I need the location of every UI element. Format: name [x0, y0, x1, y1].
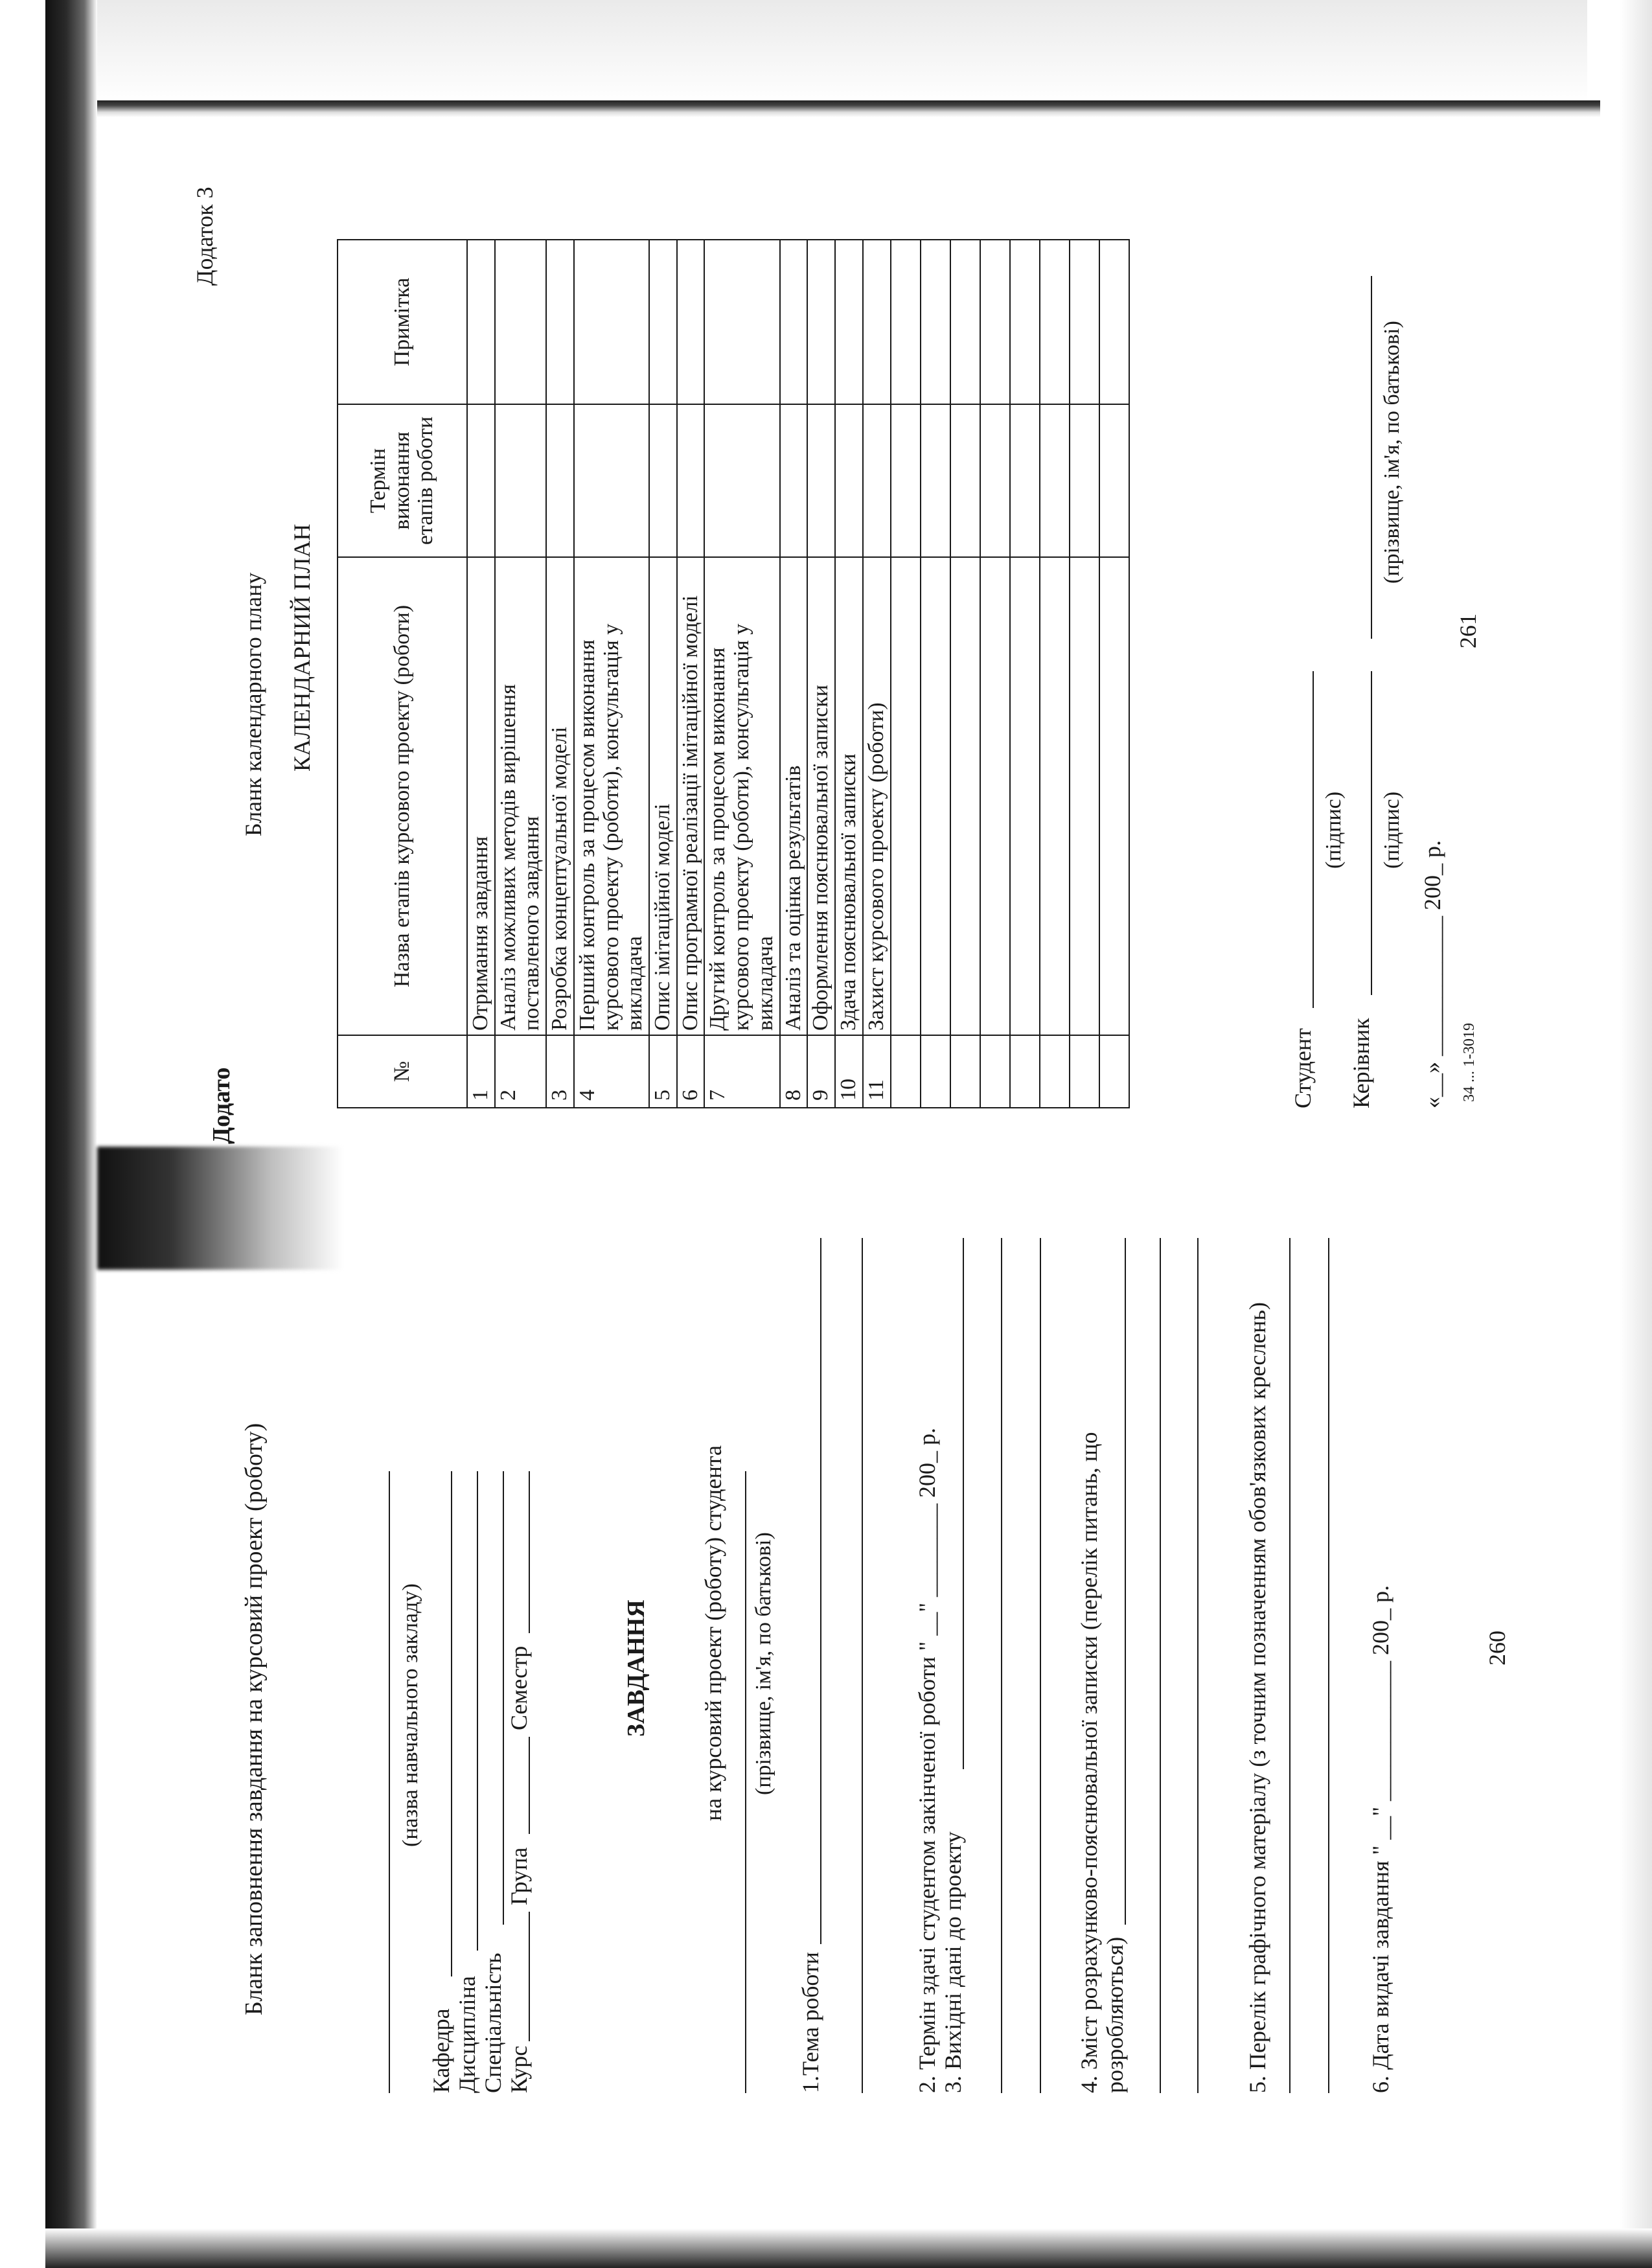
student-name-caption: (прізвище, ім'я, по батькові): [751, 1532, 775, 1795]
row-stage: Аналіз можливих методів вирішення поставленого завдання: [495, 557, 546, 1035]
item-topic: 1.Тема роботи: [797, 1952, 823, 2093]
table-row: [704, 240, 779, 1108]
row-term: [704, 404, 779, 557]
row-term: [677, 404, 705, 557]
department-line: [451, 1471, 452, 1976]
row-stage: Другий контроль за процесом виконання курсового проекту (роботи), консультація у викладача: [704, 557, 779, 1035]
task-heading: ЗАВДАННЯ: [623, 1599, 650, 1737]
calendar-plan-table: [337, 239, 1130, 1108]
item-contents-2: розробляються): [1102, 1936, 1128, 2093]
row-number: 5: [649, 1035, 677, 1108]
graphics-line-2: [1328, 1238, 1329, 2093]
row-stage: Опис програмної реалізації імітаційної моделі: [677, 557, 705, 1035]
table-row: [780, 240, 808, 1108]
table-row: [574, 240, 649, 1108]
department-label: Кафедра: [428, 2008, 454, 2093]
table-header-row: [338, 240, 467, 1108]
supervisor-label: Керівник: [1348, 1018, 1374, 1108]
row-term: [649, 404, 677, 557]
item-input-data: 3. Вихідні дані до проекту: [940, 1831, 966, 2093]
institution-line: [389, 1471, 390, 2093]
col-term-header: Термін виконання етапів роботи: [338, 404, 467, 557]
plan-form-title: Бланк календарного плану: [240, 572, 266, 836]
supervisor-signature-caption: (підпис): [1380, 791, 1404, 869]
row-stage: Здача пояснювальної записки: [835, 557, 863, 1035]
table-row-empty: [891, 240, 921, 1108]
marginal-appendix-fragment: Додато: [208, 1067, 235, 1144]
row-term: [780, 404, 808, 557]
table-row: [863, 240, 891, 1108]
sign-date: «__» ____________ 200_ р.: [1419, 840, 1445, 1108]
row-number: 6: [677, 1035, 705, 1108]
table-row: [495, 240, 546, 1108]
row-term: [807, 404, 835, 557]
row-note: [677, 240, 705, 404]
topic-line-1: [820, 1238, 821, 1944]
row-number: 1: [467, 1035, 495, 1108]
row-term: [495, 404, 546, 557]
institution-caption: (назва навчального закладу): [398, 1583, 422, 1847]
row-number: 8: [780, 1035, 808, 1108]
graphics-line-1: [1289, 1238, 1291, 2093]
row-note: [835, 240, 863, 404]
course-line: [529, 1912, 530, 2041]
semester-label: Семестр: [506, 1645, 532, 1730]
discipline-line: [477, 1471, 478, 1951]
item-deadline: 2. Термін здачі студентом закінченої роботи " __" ________ 200_ р.: [914, 1427, 940, 2093]
col-note-header: Примітка: [338, 240, 467, 404]
table-row: [835, 240, 863, 1108]
discipline-label: Дисципліна: [454, 1976, 480, 2093]
table-row-empty: [1010, 240, 1040, 1108]
table-row: [807, 240, 835, 1108]
row-note: [495, 240, 546, 404]
input-data-line-3: [1040, 1238, 1041, 2093]
item-graphics: 5. Перелік графічного матеріалу (з точним позначенням обов'язкових креслень): [1245, 1302, 1270, 2093]
row-note: [780, 240, 808, 404]
group-line: [529, 1737, 530, 1834]
col-stage-header: Назва етапів курсового проекту (роботи): [338, 557, 467, 1035]
input-data-line-2: [1001, 1238, 1002, 2093]
row-number: 3: [546, 1035, 574, 1108]
row-term: [863, 404, 891, 557]
topic-line-2: [862, 1238, 863, 2093]
row-stage: Опис імітаційної моделі: [649, 557, 677, 1035]
student-signature-caption: (підпис): [1322, 791, 1346, 869]
table-row: [649, 240, 677, 1108]
row-term: [835, 404, 863, 557]
student-signature-line: [1313, 671, 1314, 1008]
row-stage: Отримання завдання: [467, 557, 495, 1035]
page-number-260: 260: [1484, 1631, 1510, 1666]
row-number: 7: [704, 1035, 779, 1108]
row-note: [546, 240, 574, 404]
row-number: 11: [863, 1035, 891, 1108]
task-subheading: на курсовий проект (роботу) студента: [700, 1445, 726, 1821]
table-row-empty: [921, 240, 950, 1108]
row-note: [704, 240, 779, 404]
row-note: [863, 240, 891, 404]
row-stage: Захист курсового проекту (роботи): [863, 557, 891, 1035]
row-note: [467, 240, 495, 404]
row-number: 9: [807, 1035, 835, 1108]
table-row: [546, 240, 574, 1108]
table-row-empty: [1099, 240, 1129, 1108]
item-issue-date: 6. Дата видачі завдання " __" ____________ 200_ р.: [1368, 1585, 1394, 2093]
contents-line-1: [1125, 1238, 1126, 1925]
item-contents-1: 4. Зміст розрахунково-пояснювальної записки (перелік питань, що: [1076, 1432, 1102, 2093]
row-term: [574, 404, 649, 557]
supervisor-name-caption: (прізвище, ім'я, по батькові): [1380, 321, 1404, 584]
course-label: Курс: [506, 2045, 532, 2093]
col-number-header: №: [338, 1035, 467, 1108]
row-note: [807, 240, 835, 404]
page-number-261: 261: [1455, 613, 1481, 648]
row-note: [574, 240, 649, 404]
specialty-label: Спеціальність: [480, 1953, 506, 2093]
table-row-empty: [980, 240, 1010, 1108]
table-row-empty: [1070, 240, 1099, 1108]
row-term: [467, 404, 495, 557]
student-name-line: [745, 1471, 746, 2093]
supervisor-name-line: [1371, 276, 1372, 639]
row-number: 10: [835, 1035, 863, 1108]
table-row: [677, 240, 705, 1108]
row-number: 2: [495, 1035, 546, 1108]
group-label: Група: [506, 1847, 532, 1905]
contents-line-2: [1160, 1238, 1161, 2093]
page-261: [0, 1, 1652, 1128]
student-label: Студент: [1290, 1028, 1316, 1108]
row-stage: Перший контроль за процесом виконання курсового проекту (роботи), консультація у викладача: [574, 557, 649, 1035]
row-note: [649, 240, 677, 404]
appendix-label: Додаток 3: [192, 187, 218, 286]
row-stage: Розробка концептуальної моделі: [546, 557, 574, 1035]
scan-fold-shadow: [97, 1147, 343, 1270]
table-row: [467, 240, 495, 1108]
print-code: 34 ... 1-3019: [1461, 1023, 1478, 1102]
specialty-line: [503, 1471, 504, 1925]
task-form-title: Бланк заповнення завдання на курсовий проект (роботу): [240, 1423, 268, 2015]
contents-line-3: [1197, 1238, 1199, 2093]
row-number: 4: [574, 1035, 649, 1108]
plan-heading: КАЛЕНДАРНИЙ ПЛАН: [289, 523, 315, 772]
row-stage: Оформлення пояснювальної записки: [807, 557, 835, 1035]
row-stage: Аналіз та оцінка результатів: [780, 557, 808, 1035]
table-row-empty: [950, 240, 980, 1108]
table-row-empty: [1040, 240, 1070, 1108]
input-data-line-1: [963, 1238, 964, 1769]
supervisor-signature-line: [1371, 671, 1372, 995]
row-term: [546, 404, 574, 557]
semester-line: [529, 1471, 530, 1633]
